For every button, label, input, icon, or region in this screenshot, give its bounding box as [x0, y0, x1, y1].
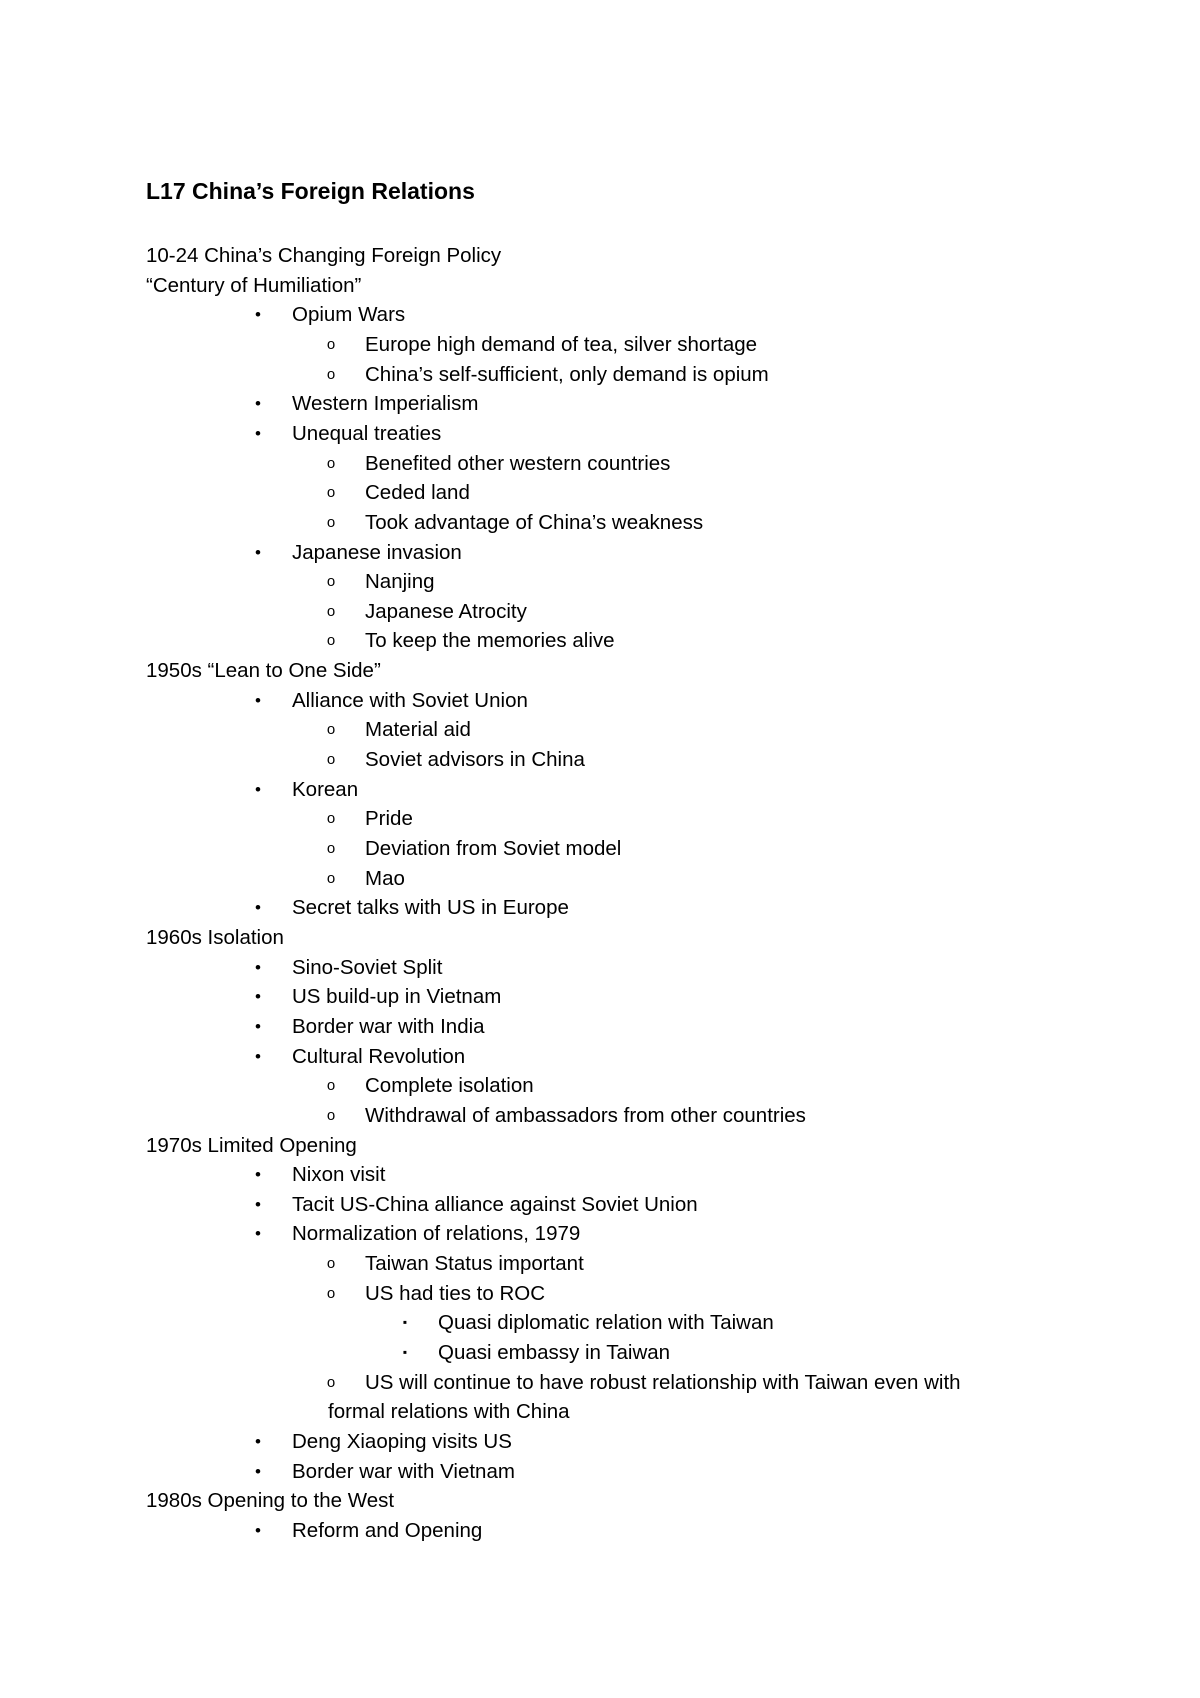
bullet-icon: • [255, 1046, 261, 1066]
circle-bullet-icon: o [326, 632, 336, 650]
line-text: Deviation from Soviet model [365, 837, 622, 860]
circle-bullet-icon: o [326, 810, 336, 828]
bullet-icon: • [255, 1016, 261, 1036]
line-text: Mao [365, 866, 405, 890]
line-text: “Century of Humiliation” [146, 273, 362, 297]
document-title: L17 China’s Foreign Relations [146, 178, 475, 204]
line-text: US had ties to ROC [365, 1281, 546, 1305]
bullet-icon: • [255, 1520, 261, 1540]
line-text: Europe high demand of tea, silver shortage [365, 332, 758, 356]
bullet-icon: • [255, 779, 261, 799]
line-text: Reform and Opening [292, 1518, 483, 1542]
circle-bullet-icon: o [326, 721, 336, 739]
line-text: Quasi diplomatic relation with Taiwan [438, 1311, 774, 1335]
line-text: 1960s Isolation [146, 925, 284, 949]
line-text: Taiwan Status important [365, 1252, 584, 1276]
line-text: Took advantage of China’s weakness [365, 510, 704, 534]
line-text: Japanese Atrocity [365, 599, 527, 623]
line-text: Korean [292, 777, 359, 801]
square-bullet-icon: ▪ [402, 1345, 408, 1360]
circle-bullet-icon: o [326, 1255, 336, 1273]
circle-bullet-icon: o [326, 573, 336, 591]
line-text: Soviet advisors in China [365, 748, 585, 772]
bullet-icon: • [255, 957, 261, 977]
line-text: Border war with Vietnam [292, 1459, 515, 1483]
line-text: 10-24 China’s Changing Foreign Policy [146, 244, 502, 267]
square-bullet-icon: ▪ [402, 1315, 408, 1330]
bullet-icon: • [255, 1165, 261, 1185]
circle-bullet-icon: o [326, 1106, 336, 1124]
line-text: Pride [365, 807, 413, 831]
circle-bullet-icon: o [326, 840, 336, 857]
circle-bullet-icon: o [326, 484, 336, 502]
line-text: Western Imperialism [292, 392, 479, 416]
circle-bullet-icon: o [326, 1373, 336, 1391]
circle-bullet-icon: o [326, 365, 336, 383]
line-text: Japanese invasion [292, 540, 462, 564]
line-text: To keep the memories alive [365, 629, 615, 653]
circle-bullet-icon: o [326, 1077, 336, 1095]
line-text: Alliance with Soviet Union [292, 688, 528, 712]
line-text: Secret talks with US in Europe [292, 896, 569, 920]
line-text: Withdrawal of ambassadors from other countries [365, 1103, 806, 1127]
line-text: Cultural Revolution [292, 1044, 466, 1068]
line-text: Normalization of relations, 1979 [292, 1222, 581, 1246]
line-text: Nixon visit [292, 1163, 386, 1187]
circle-bullet-icon: o [326, 751, 336, 769]
circle-bullet-icon: o [326, 1284, 336, 1302]
line-text: Deng Xiaoping visits US [292, 1430, 512, 1453]
bullet-icon: • [255, 1432, 261, 1451]
bullet-icon: • [255, 987, 261, 1007]
line-text: Benefited other western countries [365, 451, 671, 475]
line-text: US build-up in Vietnam [292, 985, 502, 1009]
line-text: 1950s “Lean to One Side” [146, 659, 381, 683]
bullet-icon: • [255, 898, 261, 918]
circle-bullet-icon: o [326, 335, 336, 353]
circle-bullet-icon: o [326, 602, 336, 620]
line-text: Ceded land [365, 481, 470, 505]
line-text: Material aid [365, 718, 471, 742]
line-text: Sino-Soviet Split [292, 955, 443, 979]
line-text: formal relations with China [328, 1400, 570, 1424]
line-text: 1970s Limited Opening [146, 1133, 357, 1157]
line-text: Tacit US-China alliance against Soviet Union [292, 1192, 698, 1216]
bullet-icon: • [255, 1194, 261, 1214]
bullet-icon: • [255, 423, 261, 443]
bullet-icon: • [255, 690, 261, 710]
bullet-icon: • [255, 394, 261, 414]
bullet-icon: • [255, 1461, 261, 1481]
bullet-icon: • [255, 305, 261, 325]
line-text: Complete isolation [365, 1074, 534, 1098]
circle-bullet-icon: o [326, 869, 336, 887]
circle-bullet-icon: o [326, 513, 336, 531]
line-text: US will continue to have robust relationship with Taiwan even with [365, 1370, 961, 1394]
line-text: Unequal treaties [292, 421, 442, 445]
line-text: Nanjing [365, 570, 435, 594]
line-text: Opium Wars [292, 303, 406, 327]
line-text: 1980s Opening to the West [146, 1489, 395, 1513]
circle-bullet-icon: o [326, 454, 336, 472]
bullet-icon: • [255, 1224, 261, 1244]
line-text: Quasi embassy in Taiwan [438, 1341, 671, 1365]
line-text: China’s self-sufficient, only demand is opium [365, 362, 769, 386]
line-text: Border war with India [292, 1014, 485, 1038]
bullet-icon: • [255, 542, 261, 562]
